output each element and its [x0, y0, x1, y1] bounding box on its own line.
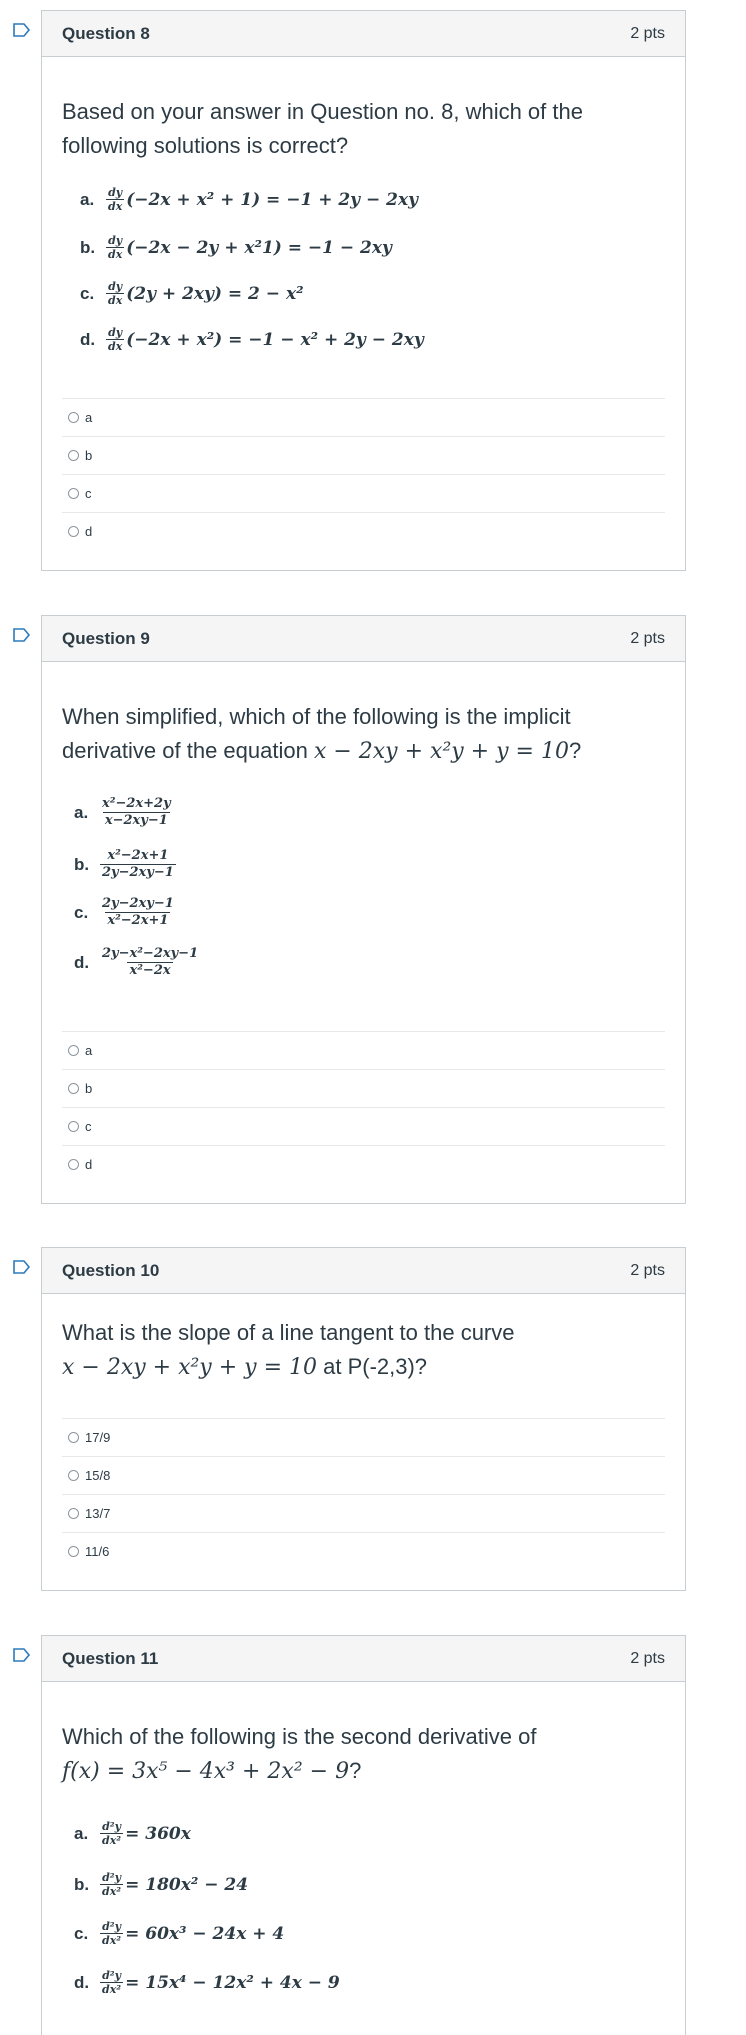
option-11-6[interactable] — [62, 1532, 665, 1570]
question-points: 2 pts — [630, 1261, 665, 1279]
question-text — [42, 1720, 685, 1789]
question-8-flag-icon[interactable] — [12, 22, 32, 38]
question-8-card — [41, 10, 686, 571]
derivative-fraction: $\frac{dy}{dx}$ — [108, 234, 123, 261]
question-11-header — [42, 1636, 685, 1682]
option-label: c — [85, 1119, 92, 1134]
option-label: b — [85, 448, 93, 463]
equation: x − 2xy + x²y + y = 10 — [313, 739, 569, 764]
choice-c — [74, 896, 178, 929]
option-c[interactable] — [62, 1107, 665, 1145]
choice-letter: b. — [74, 1874, 90, 1894]
option-d[interactable] — [62, 1145, 665, 1183]
radio-button[interactable] — [68, 1159, 79, 1170]
question-text-line: f(x) = 3x⁵ − 4x³ + 2x² − 9? — [62, 1758, 362, 1784]
answer-fraction: $\frac{2y-2xy-1}{\text{x²−2x+1}}$ — [102, 896, 174, 928]
answer-fraction: $\frac{\text{2y−x²−2xy−1}}{\text{x²−2x}}$ — [102, 946, 199, 978]
question-text-line: Based on your answer in Question no. 8, which of the — [62, 99, 583, 124]
choice-letter: d. — [74, 1972, 90, 1992]
choice-letter: b. — [74, 854, 90, 874]
option-a[interactable] — [62, 1031, 665, 1069]
option-label: c — [85, 486, 92, 501]
radio-button[interactable] — [68, 1083, 79, 1094]
question-9-flag-icon[interactable] — [12, 627, 32, 643]
question-text — [42, 700, 685, 769]
question-title: Question 11 — [62, 1648, 159, 1668]
choice-letter: a. — [74, 1823, 89, 1843]
question-text-line: x − 2xy + x²y + y = 10 at P(-2,3)? — [62, 1354, 428, 1380]
derivative-fraction: $\frac{\text{d²y}}{\text{dx²}}$ — [102, 1969, 122, 1996]
radio-button[interactable] — [68, 1432, 79, 1443]
choice-a — [80, 186, 418, 213]
radio-button[interactable] — [68, 1508, 79, 1519]
question-title: Question 8 — [62, 23, 150, 43]
choice-a — [74, 1820, 191, 1847]
option-label: 13/7 — [85, 1506, 111, 1521]
choice-d — [74, 946, 202, 979]
option-label: d — [85, 524, 93, 539]
question-9-card — [41, 615, 686, 1204]
option-b[interactable] — [62, 436, 665, 474]
question-10-flag-icon[interactable] — [12, 1259, 32, 1275]
question-9-header — [42, 616, 685, 662]
question-title: Question 9 — [62, 628, 150, 648]
option-label: a — [85, 410, 93, 425]
choice-c — [74, 1920, 284, 1947]
option-c[interactable] — [62, 474, 665, 512]
radio-button[interactable] — [68, 488, 79, 499]
option-label: a — [85, 1043, 93, 1058]
question-points: 2 pts — [630, 1649, 665, 1667]
question-text-line: derivative of the equation x − 2xy + x²y + y = 10? — [62, 738, 582, 764]
option-13-7[interactable] — [62, 1494, 665, 1532]
question-text-line: following solutions is correct? — [62, 133, 349, 158]
option-15-8[interactable] — [62, 1456, 665, 1494]
question-text-line: When simplified, which of the following is the implicit — [62, 704, 571, 729]
radio-button[interactable] — [68, 450, 79, 461]
choice-expression: = 360x — [125, 1823, 191, 1844]
choice-letter: b. — [80, 237, 96, 257]
choice-b — [74, 848, 178, 881]
option-label: 17/9 — [85, 1430, 111, 1445]
radio-button[interactable] — [68, 1546, 79, 1557]
question-11-card — [41, 1635, 686, 2035]
question-text — [42, 95, 685, 163]
question-10-header — [42, 1248, 685, 1294]
option-b[interactable] — [62, 1069, 665, 1107]
choice-b — [74, 1871, 248, 1898]
choice-letter: c. — [74, 902, 89, 922]
question-8-header — [42, 11, 685, 57]
equation: x − 2xy + x²y + y = 10 — [62, 1355, 317, 1380]
derivative-fraction: $\frac{dy}{dx}$ — [108, 326, 123, 353]
choice-letter: a. — [80, 189, 95, 209]
choice-expression: = 15x⁴ − 12x² + 4x − 9 — [125, 1972, 340, 1993]
radio-button[interactable] — [68, 1045, 79, 1056]
option-a[interactable] — [62, 398, 665, 436]
option-label: d — [85, 1157, 93, 1172]
option-d[interactable] — [62, 512, 665, 550]
choice-b — [80, 234, 392, 261]
choice-expression: = 180x² − 24 — [125, 1874, 249, 1895]
question-title: Question 10 — [62, 1260, 160, 1280]
choice-a — [74, 796, 175, 829]
choice-letter: d. — [80, 329, 96, 349]
question-text-line: Which of the following is the second derivative of — [62, 1724, 537, 1749]
radio-button[interactable] — [68, 1121, 79, 1132]
choice-expression: (−2x + x² + 1) = −1 + 2y − 2xy — [126, 189, 418, 210]
question-10-card — [41, 1247, 686, 1591]
derivative-fraction: $\frac{\text{d²y}}{\text{dx²}}$ — [102, 1920, 122, 1947]
answer-fraction: $\frac{\text{x²−2x+1}}{2y-2xy-1}$ — [102, 848, 174, 880]
option-label: b — [85, 1081, 93, 1096]
question-points: 2 pts — [630, 24, 665, 42]
choice-expression: (−2x + x²) = −1 − x² + 2y − 2xy — [126, 329, 424, 350]
derivative-fraction: $\frac{\text{d²y}}{\text{dx²}}$ — [102, 1871, 122, 1898]
choice-d — [74, 1969, 340, 1996]
question-points: 2 pts — [630, 629, 665, 647]
choice-c — [80, 280, 304, 307]
answer-options — [62, 398, 665, 550]
option-label: 11/6 — [85, 1544, 110, 1559]
choice-d — [80, 326, 424, 353]
derivative-fraction: $\frac{dy}{dx}$ — [108, 186, 123, 213]
choice-letter: d. — [74, 952, 90, 972]
derivative-fraction: $\frac{\text{d²y}}{\text{dx²}}$ — [102, 1820, 122, 1847]
choice-expression: (2y + 2xy) = 2 − x² — [126, 283, 304, 304]
choice-letter: a. — [74, 802, 89, 822]
answer-fraction: $\frac{\text{x²−2x+2y}}{x-2xy-1}$ — [102, 796, 171, 828]
choice-letter: c. — [80, 283, 95, 303]
radio-button[interactable] — [68, 412, 79, 423]
choice-expression: (−2x − 2y + x²1) = −1 − 2xy — [126, 237, 392, 258]
choice-expression: = 60x³ − 24x + 4 — [125, 1923, 285, 1944]
option-17-9[interactable] — [62, 1418, 665, 1456]
answer-options — [62, 1031, 665, 1183]
answer-options — [62, 1418, 665, 1570]
choice-letter: c. — [74, 1923, 89, 1943]
equation: f(x) = 3x⁵ − 4x³ + 2x² − 9 — [62, 1759, 350, 1784]
radio-button[interactable] — [68, 1470, 79, 1481]
radio-button[interactable] — [68, 526, 79, 537]
question-text-line: What is the slope of a line tangent to the curve — [62, 1320, 515, 1345]
option-label: 15/8 — [85, 1468, 111, 1483]
derivative-fraction: $\frac{dy}{dx}$ — [108, 280, 123, 307]
question-11-flag-icon[interactable] — [12, 1647, 32, 1663]
question-text — [42, 1316, 685, 1385]
